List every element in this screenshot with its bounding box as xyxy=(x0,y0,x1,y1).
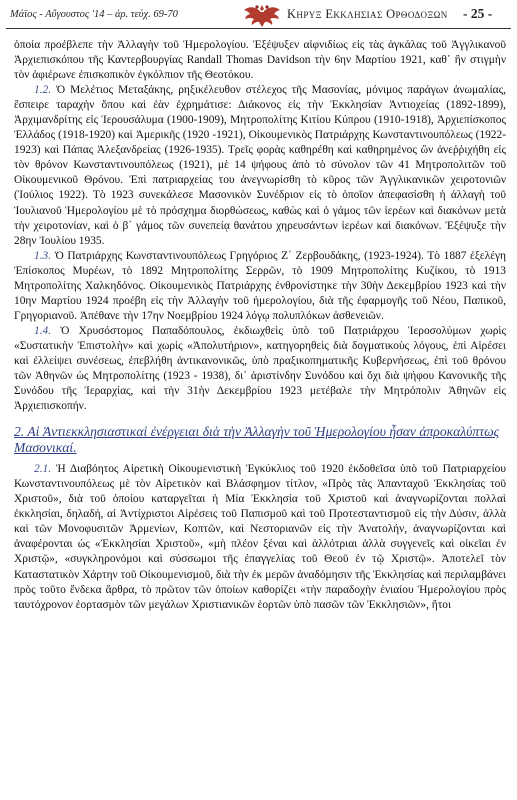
paragraph-1-4 xyxy=(14,324,506,414)
paragraph-number: 1.2. xyxy=(34,84,52,97)
paragraph-1-3 xyxy=(14,249,506,324)
paragraph-number: 1.4. xyxy=(34,324,52,337)
header-rule xyxy=(6,28,511,29)
double-headed-eagle-icon xyxy=(242,2,282,28)
issue-info: Μάϊος - Αὔγουστος '14 – ἀρ. τεύχ. 69-70 xyxy=(10,9,178,20)
paragraph-text: Ἡ Διαβόητος Αἱρετικὴ Οἰκουμενιστικὴ Ἐγκύκλιος τοῦ 1920 ἐκδοθεῖσα ὑπὸ τοῦ Πατριαρχείου Κωνσταντινουπόλεως μὲ τὸν Αἱρετικὸν καὶ Βλάσφημον τίτλον, «Πρὸς τὰς Ἁπανταχοῦ Ἐκκλησίας τοῦ Χριστοῦ», διὰ τοῦ ὁποίου καταργεῖται ἡ Μία Ἐκκλησία τοῦ Χριστοῦ καὶ ἀναγνωρίζονται πολλαὶ ἐκκλησίαι, δηλαδή, αἱ Ἀντίχριστοι Αἱρέσεις τοῦ Παπισμοῦ καὶ τοῦ Προτεσταντισμοῦ εἰς τὴν Δύσιν, ἀλλὰ καὶ τῶν Μονοφυσιτῶν Ἀρμενίων, Κοπτῶν, καὶ Νεστοριανῶν εἰς τὴν Ἀνατολήν, ἀναγνωρίζονται καὶ ἀναφέρονται ὡς «Ἐκκλησίαι Χριστοῦ», «μὴ πλέον ξέναι καὶ ἀλλότριαι ἀλλὰ συγγενεῖς καὶ οἰκεῖαι ἐν Χριστῷ», «συγκληρονόμοι καὶ σύσσωμοι τῆς ἐπαγγελίας τοῦ Θεοῦ ἐν τῷ Χριστῷ». Ἀποτελεῖ τὸν Καταστατικὸν Χάρτην τοῦ Οἰκουμενισμοῦ, διὰ τὴν ἐκ μερῶν ἀναδόμησιν τῆς Ἐκκλησίας καὶ περιλαμβάνει πρὸς τοῦτο ἕνδεκα ἄρθρα, τὸ πρῶτον τῶν ὁποίων καθορίζει «τὴν παραδοχὴν ἑνιαίου Ἡμερολογίου πρὸς ταυτόχρονον ἑορτασμὸν τῶν μεγάλων Χριστιανικῶν ἑορτῶν ὑπὸ πασῶν τῶν Ἐκκλησιῶν», ἤτοι xyxy=(14,463,506,611)
paragraph-1-2 xyxy=(14,83,506,249)
page-header xyxy=(0,0,517,30)
paragraph-text: ὁποία προέβλεπε τὴν Ἀλλαγὴν τοῦ Ἡμερολογίου. Ἐξέψυξεν αἰφνιδίως εἰς τὰς ἀγκάλας τοῦ Ἀγγλικανοῦ Ἀρχιεπισκόπου τῆς Καντερβουργίας Randall Thomas Davidson τὴν 6ην Μαρτίου 1921, καθ᾽ ἣν στιγμὴν τὸν ἀφιέρωνε ἐπισκοπικὸν ἐγκόλπιον τῆς Θεοτόκου. xyxy=(14,39,506,82)
paragraph-number: 2.1. xyxy=(34,463,52,476)
article-body xyxy=(14,38,506,613)
paragraph-text: Ὁ Χρυσόστομος Παπαδόπουλος, ἐκδιωχθεὶς ὑπὸ τοῦ Πατριάρχου Ἱεροσολύμων χωρὶς «Συστατικὴν Ἐπιστολὴν» καὶ χωρὶς «Ἀπολυτήριον», κατηγορηθεὶς διὰ δογματικοὺς λόγους, ἐπὶ Αἱρέσει καὶ ἐλλείψει συνέσεως, ἐπεβλήθη ἀντικανονικῶς, ὑπὸ πραξικοπηματικῆς Κυβερνήσεως, ἐπὶ τοῦ θρόνου τῶν Ἀθηνῶν ὡς Μητροπολίτης (1923 - 1938), δι᾽ ἀριστίνδην Συνόδου καὶ ὄχι διὰ ψήφου Κανονικῆς τῆς Συνόδου τῆς Ἱεραρχίας, καὶ τὴν 31ὴν Δεκεμβρίου 1923 μετέβαλε τὴν Μητρόπολιν Ἀθηνῶν εἰς Ἀρχιεπισκοπήν. xyxy=(14,324,506,413)
paragraph-text: Ὁ Πατριάρχης Κωνσταντινουπόλεως Γρηγόριος Ζ΄ Ζερβουδάκης, (1923-1924). Τὸ 1887 ἐξελέγη Ἐπίσκοπος Μυρέων, τὸ 1892 Μητροπολίτης Σερρῶν, τὸ 1909 Μητροπολίτης Κυζίκου, τὸ 1913 Μητροπολίτης Χαλκηδόνος. Οἰκουμενικὸς Πατριάρχης ἐνθρονίστηκε τὴν 30ὴν Δεκεμβρίου 1923 καὶ τὴν 10ην Μαρτίου 1924 προέβη εἰς τὴν Ἀλλαγὴν τοῦ ἡμερολογίου, διὰ τῆς ἐφαρμογῆς τοῦ Νέου, Παπικοῦ, Γρηγοριανοῦ. Ἀπέθανε τὴν 17ην Νοεμβρίου 1924 λόγῳ πολυπλόκων ἀσθενειῶν. xyxy=(14,249,506,322)
paragraph-text: Ὁ Μελέτιος Μεταξάκης, ρηξικέλευθον στέλεχος τῆς Μασονίας, μόνιμος παράγων ἀνωμαλίας, ἔσπειρε ταραχὴν ὅπου καὶ ἐὰν ἐχρημάτισε: Διάκονος εἰς τὴν Ἐκκλησίαν Ἀντιοχείας (1892-1899), Ἀρχιμανδρίτης εἰς Ἱερουσάλυμα (1900-1909), Μητροπολίτης Κιτίου Κύπρου (1910-1918), Ἀρχιεπίσκοπος Ἑλλάδος (1918-1920) καὶ Ἀμερικῆς (1920 -1921), Οἰκουμενικὸς Πατριάρχης Κωνσταντινουπόλεως (1922-1923) καὶ Πάπας Ἀλεξανδρείας (1926-1935). Τρεῖς φορὰς καθηρέθη καὶ καθηρημένος ὢν ἀνεῤῥιχήθη εἰς τὸν θρόνον Κωνσταντινουπόλεως (1921), μὲ 14 ψήφους ἀπὸ τὸ σύνολον τῶν 41 Μητροπολιτῶν τοῦ Οἰκουμενικοῦ Θρόνου. Ἐπὶ πατριαρχείας του ἀνεγνωρίσθη τὸ κῦρος τῶν Ἀγγλικανικῶν χειροτονιῶν (Ἰούλιος 1922). Τὸ 1923 συνεκάλεσε Μασονικὸν Συνέδριον εἰς τὸ ὁποῖον ἀπεφασίσθη ἡ ἀλλαγὴ τοῦ Ἰουλιανοῦ Ἡμερολογίου μὲ τὸ πρόσχημα διορθώσεως, καθὼς καὶ ὁ γάμος τῶν ἱερέων καὶ διακόνων μετὰ τὴν χειροτονίαν, καὶ ὁ β΄ γάμος τῶν συνεπείᾳ θανάτου χηρευσάντων ἱερέων καὶ διακόνων. Ἐξέψυξε τὴν 28ην Ἰουλίου 1935. xyxy=(14,84,506,247)
paragraph-continued xyxy=(14,38,506,83)
paragraph-number: 1.3. xyxy=(34,249,52,262)
paragraph-2-1 xyxy=(14,462,506,612)
journal-title: Κηρυξ Εκκλησιας Ορθοδοξων xyxy=(287,7,448,21)
section-heading: 2. Αἱ Ἀντιεκκλησιαστικαὶ ἐνέργειαι διὰ τὴν Ἀλλαγὴν τοῦ Ἡμερολογίου ἦσαν ἀπροκαλύπτως Μασονικαί. xyxy=(14,424,500,456)
page-number: - 25 - xyxy=(463,6,493,21)
